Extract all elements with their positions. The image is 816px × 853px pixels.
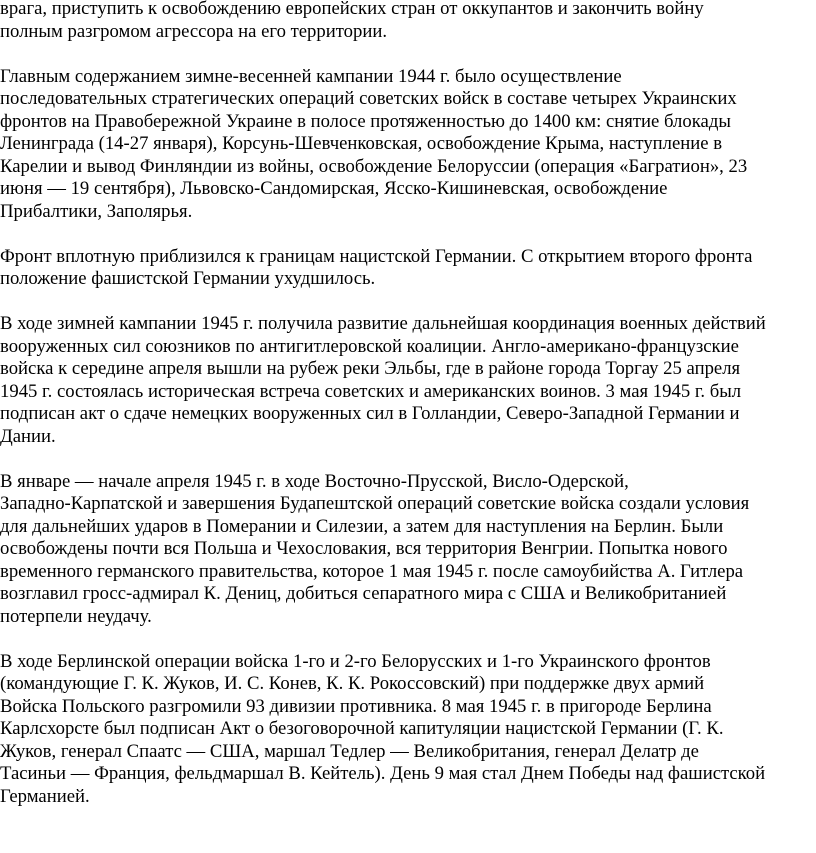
- paragraph-1: [0, 0, 816, 43]
- text-line: Главным содержанием зимне-весенней кампании 1944 г. было осуществление: [0, 65, 622, 87]
- text-line: временного германского правительства, которое 1 мая 1945 г. после самоубийства А. Гитлера: [0, 560, 744, 582]
- text-line: потерпели неудачу.: [0, 605, 152, 627]
- text-line: Ленинграда (14-27 января), Корсунь-Шевченковская, освобождение Крыма, наступление в: [0, 133, 723, 154]
- paragraph-3: [0, 246, 816, 291]
- text-line: полным разгромом агрессора на его территории.: [0, 20, 388, 42]
- text-line: В ходе Берлинской операции войска 1-го и 2-го Белорусских и 1-го Украинского фронтов: [0, 650, 711, 672]
- text-line: Фронт вплотную приблизился к границам нацистской Германии. С открытием второго фронта: [0, 245, 753, 267]
- text-line: положение фашистской Германии ухудшилось.: [0, 268, 376, 289]
- text-line: В ходе зимней кампании 1945 г. получила развитие дальнейшая координация военных действий: [0, 313, 766, 334]
- text-line: 1945 г. состоялась историческая встреча советских и американских воинов. 3 мая 1945 г. был: [0, 380, 742, 402]
- text-line: Войска Польского разгромили 93 дивизии противника. 8 мая 1945 г. в пригороде Берлина: [0, 695, 712, 717]
- text-line: войска к середине апреля вышли на рубеж реки Эльбы, где в районе города Торгау 25 апреля: [0, 358, 741, 379]
- text-line: для дальнейших ударов в Померании и Силезии, а затем для наступления на Берлин. Были: [0, 515, 724, 537]
- text-line: последовательных стратегических операций советских войск в составе четырех Украинских: [0, 88, 737, 109]
- text-line: Карлсхорсте был подписан Акт о безоговорочной капитуляции нацистской Германии (Г. К.: [0, 718, 724, 739]
- text-line: июня — 19 сентября), Львовско-Сандомирская, Ясско-Кишиневская, освобождение: [0, 178, 668, 199]
- text-line: В январе — начале апреля 1945 г. в ходе Восточно-Прусской, Висло-Одерской,: [0, 470, 629, 492]
- paragraph-2: [0, 66, 816, 224]
- text-line: Западно-Карпатской и завершения Будапештской операций советские войска создали условия: [0, 493, 750, 514]
- text-line: Карелии и вывод Финляндии из войны, освобождение Белоруссии (операция «Багратион», 23: [0, 155, 748, 177]
- paragraph-5: [0, 471, 816, 629]
- text-line: Дании.: [0, 425, 56, 447]
- text-line: освобождены почти вся Польша и Чехословакия, вся территория Венгрии. Попытка нового: [0, 538, 728, 559]
- text-line: возглавил гросс-адмирал К. Дениц, добиться сепаратного мира с США и Великобританией: [0, 583, 727, 604]
- text-line: вооруженных сил союзников по антигитлеровской коалиции. Англо-американо-французские: [0, 335, 739, 357]
- paragraph-6: [0, 651, 816, 809]
- text-line: (командующие Г. К. Жуков, И. С. Конев, К. К. Рокоссовский) при поддержке двух армий: [0, 673, 705, 694]
- text-line: подписан акт о сдаче немецких вооруженных сил в Голландии, Северо-Западной Германии и: [0, 403, 740, 424]
- text-line: Прибалтики, Заполярья.: [0, 200, 193, 222]
- text-line: Германией.: [0, 785, 90, 807]
- paragraph-4: [0, 313, 816, 448]
- text-line: фронтов на Правобережной Украине в полосе протяженностью до 1400 км: снятие блокады: [0, 110, 731, 132]
- text-line: врага, приступить к освобождению европейских стран от оккупантов и закончить войну: [0, 0, 704, 19]
- text-line: Тасиньи — Франция, фельдмаршал В. Кейтель). День 9 мая стал Днем Победы над фашистской: [0, 763, 766, 784]
- text-line: Жуков, генерал Спаатс — США, маршал Тедлер — Великобритания, генерал Делатр де: [0, 740, 699, 762]
